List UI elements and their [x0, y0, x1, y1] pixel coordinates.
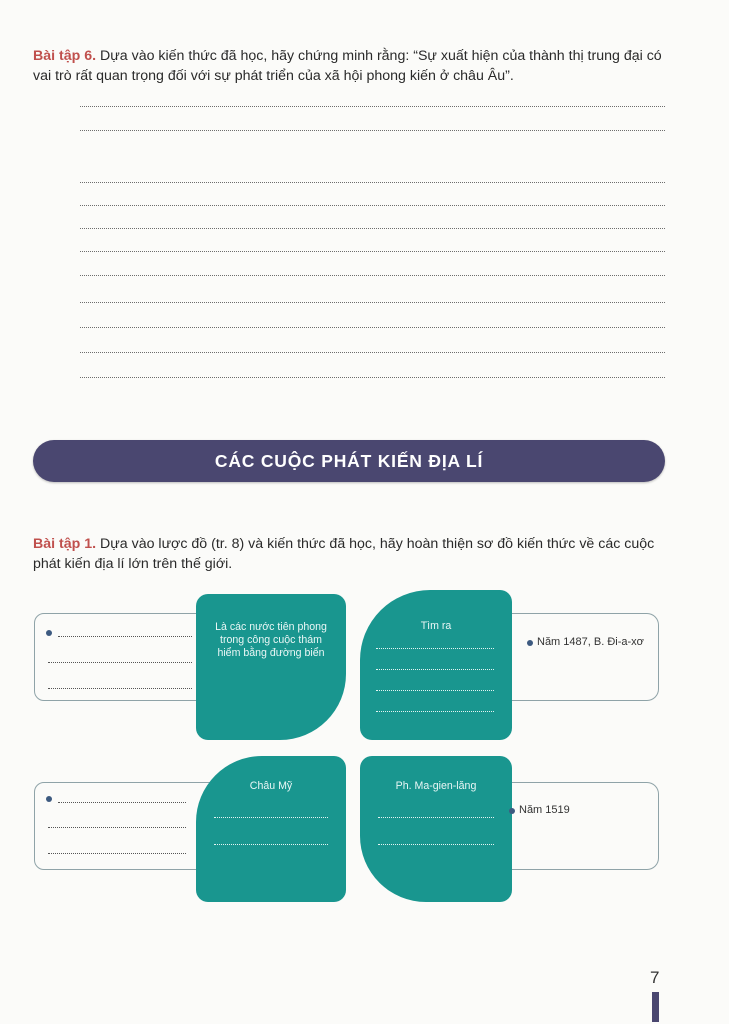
answer-line[interactable]	[80, 327, 665, 328]
answer-line[interactable]	[48, 853, 186, 854]
leaf-top-left-text: Là các nước tiên phong trong công cuộc thám hiểm bằng đường biển	[215, 621, 327, 659]
answer-line[interactable]	[376, 669, 494, 670]
answer-line[interactable]	[80, 275, 665, 276]
leaf-bottom-right	[360, 756, 512, 902]
exercise-1-prompt	[33, 534, 673, 574]
exercise-1-label: Bài tập 1.	[33, 536, 97, 552]
answer-line[interactable]	[80, 377, 665, 378]
answer-line[interactable]	[378, 817, 494, 818]
leaf-bottom-left-text: Châu Mỹ	[249, 780, 293, 792]
leaf-bottom-right-text: Ph. Ma-gien-lăng	[395, 780, 477, 792]
bullet-icon	[509, 808, 515, 814]
answer-line[interactable]	[80, 205, 665, 206]
answer-line[interactable]	[80, 302, 665, 303]
leaf-top-right	[360, 590, 512, 740]
answer-line[interactable]	[378, 844, 494, 845]
answer-line[interactable]	[48, 827, 186, 828]
answer-line[interactable]	[214, 844, 328, 845]
answer-line[interactable]	[80, 228, 665, 229]
right-top-label: Năm 1487, B. Đi-a-xơ	[537, 636, 644, 648]
answer-line[interactable]	[58, 802, 186, 803]
answer-line[interactable]	[80, 130, 665, 131]
leaf-bottom-left	[196, 756, 346, 902]
answer-line[interactable]	[376, 690, 494, 691]
leaf-top-right-text: Tìm ra	[420, 620, 452, 632]
exercise-6-prompt	[33, 46, 673, 86]
bullet-icon	[46, 630, 52, 636]
right-bottom-label: Năm 1519	[519, 804, 570, 816]
bullet-icon	[527, 640, 533, 646]
exercise-6-text: Dựa vào kiến thức đã học, hãy chứng minh rằng: “Sự xuất hiện của thành thị trung đại có vai trò rất quan trọng đối với sự phát triển của xã hội phong kiến ở châu Âu”.	[33, 48, 662, 84]
answer-line[interactable]	[48, 662, 192, 663]
page-marker-bar	[652, 992, 659, 1022]
answer-line[interactable]	[80, 251, 665, 252]
answer-line[interactable]	[214, 817, 328, 818]
answer-line[interactable]	[80, 352, 665, 353]
answer-line[interactable]	[80, 106, 665, 107]
section-title: CÁC CUỘC PHÁT KIẾN ĐỊA LÍ	[214, 450, 484, 471]
answer-line[interactable]	[80, 182, 665, 183]
exercise-1-text: Dựa vào lược đồ (tr. 8) và kiến thức đã học, hãy hoàn thiện sơ đồ kiến thức về các cuộc phát kiến địa lí lớn trên thế giới.	[33, 536, 655, 572]
answer-line[interactable]	[376, 711, 494, 712]
leaf-top-left	[196, 594, 346, 740]
exercise-6-label: Bài tập 6.	[33, 48, 97, 64]
page-number: 7	[650, 968, 660, 987]
answer-line[interactable]	[58, 636, 192, 637]
answer-line[interactable]	[376, 648, 494, 649]
answer-line[interactable]	[48, 688, 192, 689]
bullet-icon	[46, 796, 52, 802]
section-banner	[33, 440, 665, 482]
